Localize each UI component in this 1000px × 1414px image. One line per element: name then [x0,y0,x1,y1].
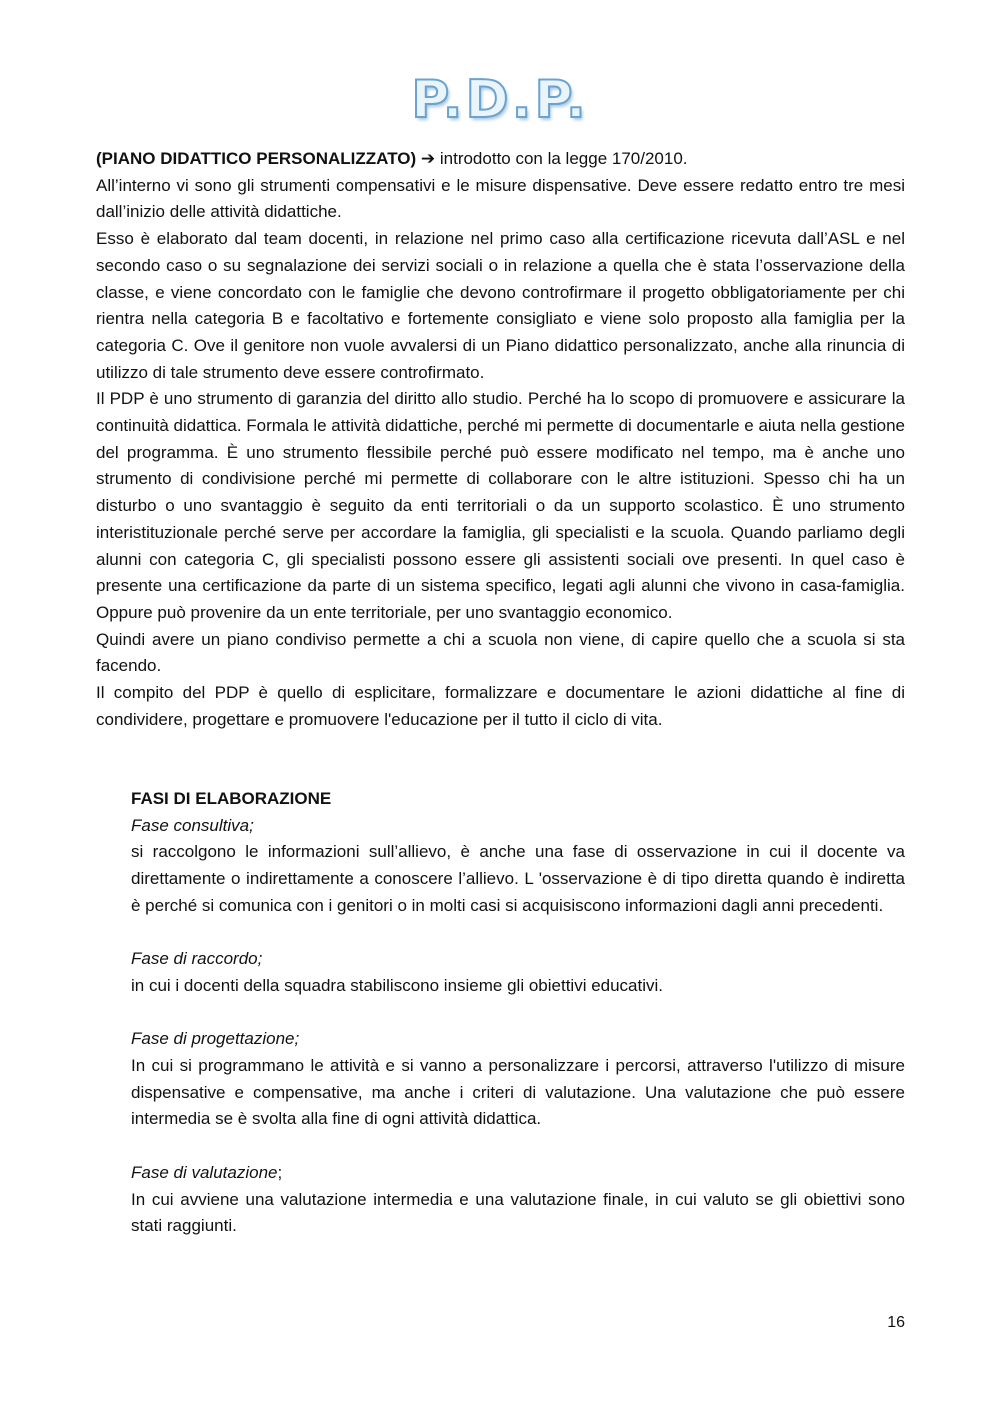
phase-title-progettazione: Fase di progettazione; [131,1029,300,1049]
page-number: 16 [887,1314,905,1331]
spacer [131,1000,905,1027]
paragraph-garanzia: Il PDP è uno strumento di garanzia del diritto allo studio. Perché ha lo scopo di promuovere e assicurare la continuità didattica. Formala le attività didattiche, perché mi permette di documentarle e aiuta nella gestione del programma. È uno strumento flessibile perché può essere modificato nel tempo, ma è anche uno strumento di condivisione perché mi permette di collaborare con le altre istituzioni. Spesso chi ha un disturbo o uno svantaggio è seguito da enti territoriali o da un supporto scolastico. È uno strumento interistituzionale perché serve per accordare la famiglia, gli specialisti e la scuola. Quando parliamo degli alunni con categoria C, gli specialisti possono essere gli assistenti sociali ove presenti. In quel caso è presente una certificazione da parte di un sistema specifico, legati agli alunni che vivono in casa-famiglia. Oppure può provenire da un ente territoriale, per uno svantaggio economico. [96,389,905,622]
phase-title-valutazione: Fase di valutazione [131,1162,278,1182]
intro-line [96,146,905,173]
intro-heading-rest: introdotto con la legge 170/2010. [435,149,688,168]
phase-text-raccordo: in cui i docenti della squadra stabiliscono insieme gli obiettivi educativi. [131,975,664,995]
fasi-section [131,786,905,1240]
phase-text-progettazione: In cui si programmano le attività e si vanno a personalizzare i percorsi, attraverso l'utilizzo di misure dispensative e compensative, ma anche i criteri di valutazione. Una valutazione che può essere intermedia se è svolta alla fine di ogni attività didattica. [131,1056,905,1129]
fasi-heading: FASI DI ELABORAZIONE [131,789,332,808]
phase-text-valutazione: In cui avviene una valutazione intermedia e una valutazione finale, in cui valuto se gli obiettivi sono stati raggiunti. [131,1189,905,1236]
page-title: P.D.P. [411,70,589,130]
paragraph-strumenti: All’interno vi sono gli strumenti compensativi e le misure dispensative. Deve essere redatto entro tre mesi dall’inizio delle attività didattiche. [96,175,905,222]
phase-title-valutazione-suffix: ; [277,1162,283,1182]
spacer [131,1133,905,1160]
intro-section [96,146,905,733]
spacer [131,920,905,947]
paragraph-elaborazione: Esso è elaborato dal team docenti, in relazione nel primo caso alla certificazione ricevuta dall’ASL e nel secondo caso o su segnalazione dei servizi sociali o in relazione a quella che è stata l’osservazione della classe, e viene concordato con le famiglie che devono controfirmare il progetto obbligatoriamente per chi rientra nella categoria B e facoltativo e fortemente consigliato e viene solo proposto alla famiglia per la categoria C. Ove il genitore non vuole avvalersi di un Piano didattico personalizzato, anche alla rinuncia di utilizzo di tale strumento deve essere controfirmato. [96,229,905,382]
phase-title-consultiva: Fase consultiva; [131,815,254,835]
phase-title-valutazione-line [131,1160,905,1187]
paragraph-piano-condiviso: Quindi avere un piano condiviso permette a chi a scuola non viene, di capire quello che a scuola si sta facendo. [96,629,905,676]
intro-heading: (PIANO DIDATTICO PERSONALIZZATO) [96,149,417,168]
phase-text-consultiva: si raccolgono le informazioni sull’allievo, è anche una fase di osservazione in cui il docente va direttamente o indirettamente a conoscere l’allievo. L 'osservazione è di tipo diretta quando è indiretta è perché si comunica con i genitori o in molti casi si acquisiscono informazioni dagli anni precedenti. [131,842,905,915]
paragraph-compito: Il compito del PDP è quello di esplicitare, formalizzare e documentare le azioni didattiche al fine di condividere, progettare e promuovere l'educazione per il tutto il ciclo di vita. [96,683,905,729]
arrow-right-icon: ➔ [420,149,436,168]
phase-title-raccordo: Fase di raccordo; [131,949,263,969]
